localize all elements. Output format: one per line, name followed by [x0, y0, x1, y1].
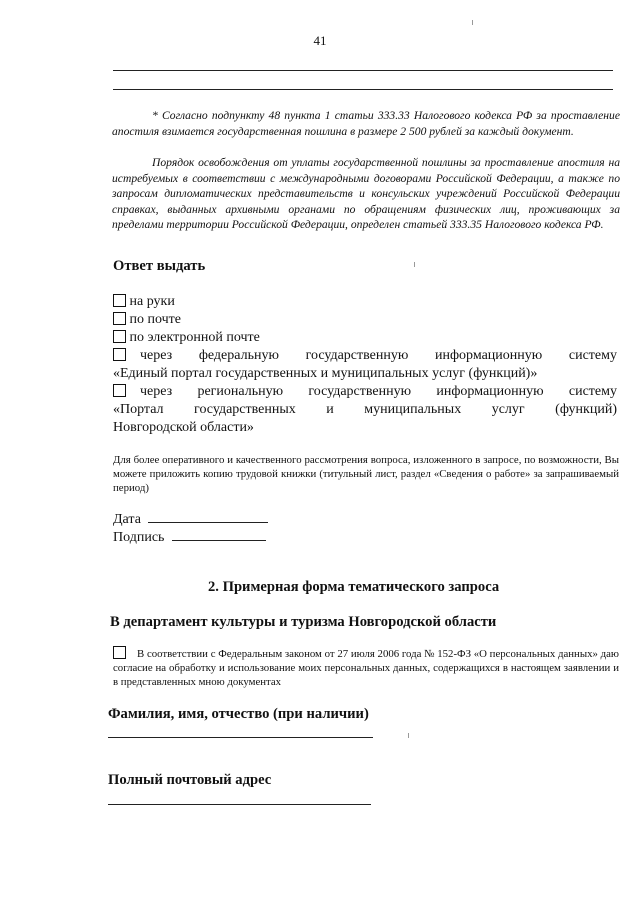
signature-field[interactable] [172, 528, 266, 541]
fio-field[interactable] [108, 737, 373, 738]
option-regional-line2: «Портал государственных и муниципальных услуг (функций) [113, 402, 617, 417]
footnote-apostille-fee: * Согласно подпункту 48 пункта 1 статьи 333.33 Налогового кодекса РФ за проставление апостиля взимается государственная пошлина в размере 2 500 рублей за каждый документ. [112, 109, 620, 138]
option-federal-line1: через федеральную государственную информационную систему [140, 348, 617, 363]
footnote-exemption: Порядок освобождения от уплаты государственной пошлины за проставление апостиля на истребуемых в соответствии с международными договорами Российской Федерации, а также по запросам дипломатических представительств и консульских учреждений Российской Федерации справках, выданных архивными органами по обращениям физических лиц, проживающих за пределами территории Российской Федерации, определен статьей 333.35 Налогового кодекса РФ. [112, 156, 620, 232]
date-label: Дата [113, 512, 141, 527]
date-field[interactable] [148, 510, 268, 523]
checkbox-mail[interactable] [113, 312, 126, 325]
checkbox-regional[interactable] [113, 384, 126, 397]
option-mail [113, 311, 623, 328]
consent-text: В соответствии с Федеральным законом от 27 июля 2006 года № 152-ФЗ «О персональных данных» даю согласие на обработку и использование моих персональных данных, содержащихся в настоящем заявлении и в представленных мною документах [113, 648, 619, 689]
signature-row [113, 528, 266, 546]
fio-label: Фамилия, имя, отчество (при наличии) [108, 706, 369, 722]
work-record-note: Для более оперативного и качественного рассмотрения вопроса, изложенного в запросе, по возможности, Вы можете приложить копию трудовой книжки (титульный лист, раздел «Сведения о работе» за запрашиваемый период) [113, 454, 619, 495]
scan-mark [408, 733, 409, 738]
scan-mark [414, 262, 415, 267]
section2-title: 2. Примерная форма тематического запроса [208, 579, 500, 595]
address-label: Полный почтовый адрес [108, 772, 272, 788]
address-field[interactable] [108, 804, 371, 805]
signature-label: Подпись [113, 530, 165, 545]
option-hand-label: на руки [129, 294, 175, 309]
option-mail-label: по почте [129, 312, 181, 327]
page-number: 41 [313, 33, 327, 48]
option-email [113, 329, 623, 346]
header-rule-1 [113, 70, 613, 71]
scan-mark [472, 20, 473, 25]
option-regional-line1: через региональную государственную информационную систему [140, 384, 617, 399]
option-regional-line3: Новгородской области» [113, 420, 254, 435]
header-rule-2 [113, 89, 613, 90]
option-email-label: по электронной почте [129, 330, 260, 345]
answer-heading: Ответ выдать [113, 258, 206, 274]
date-row [113, 510, 268, 528]
option-hand [113, 293, 623, 310]
option-federal-line2: «Единый портал государственных и муниципальных услуг (функций)» [113, 366, 538, 381]
checkbox-email[interactable] [113, 330, 126, 343]
section2-recipient: В департамент культуры и туризма Новгородской области [110, 614, 497, 630]
checkbox-hand[interactable] [113, 294, 126, 307]
checkbox-federal[interactable] [113, 348, 126, 361]
